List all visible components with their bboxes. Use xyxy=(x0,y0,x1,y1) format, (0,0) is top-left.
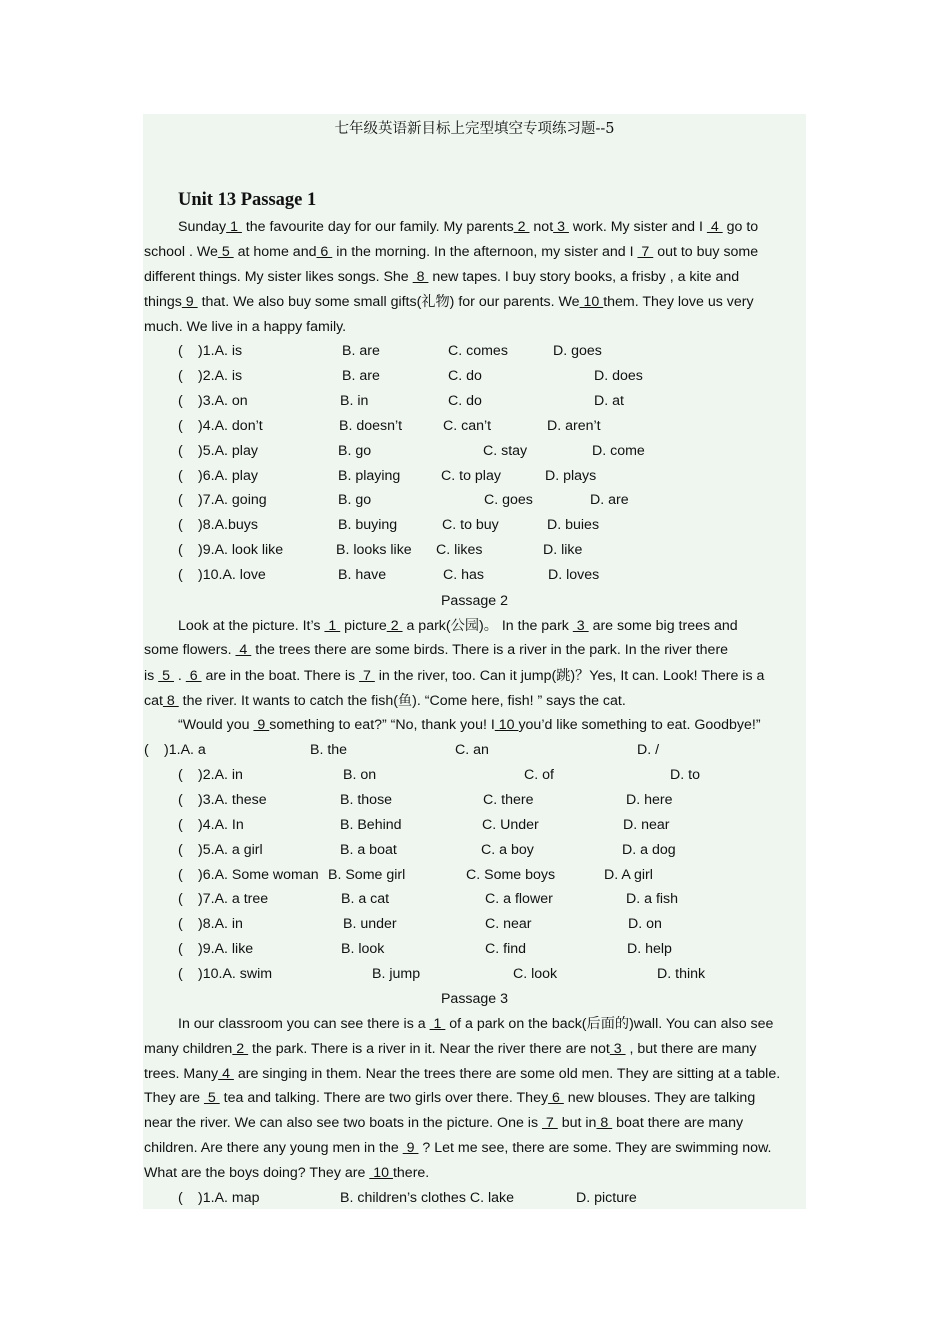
option-d[interactable]: D. a dog xyxy=(622,841,676,858)
option-a[interactable]: A. look like xyxy=(214,542,284,559)
answer-bracket[interactable]: ( xyxy=(178,542,183,559)
question-number: )1. xyxy=(198,343,215,359)
question-number: )9. xyxy=(198,542,215,559)
option-a[interactable]: A. like xyxy=(214,941,254,958)
option-c[interactable]: C. goes xyxy=(484,492,533,509)
question-number-and-option-a[interactable] xyxy=(198,763,243,788)
blank[interactable]: 9 xyxy=(181,294,198,310)
option-b[interactable]: B. go xyxy=(338,492,372,509)
answer-bracket[interactable]: ( xyxy=(178,1190,183,1206)
question-number-and-option-a[interactable] xyxy=(164,738,206,763)
blank[interactable]: 2 xyxy=(232,1041,249,1057)
option-b[interactable]: B. Behind xyxy=(340,816,402,833)
option-a[interactable]: A. swim xyxy=(222,966,273,983)
option-c[interactable]: C. look xyxy=(513,966,558,983)
passage3-line-4: They are 5 tea and talking. There are two girls over there. They 6 new blouses. They are talking xyxy=(144,1090,756,1106)
passage3-line xyxy=(143,1037,806,1062)
question-number: )8. xyxy=(198,517,215,534)
option-a[interactable]: A. In xyxy=(214,816,244,833)
blank[interactable]: 7 xyxy=(541,1115,558,1131)
question-number-and-option-a[interactable] xyxy=(198,813,244,838)
option-c[interactable]: C. to buy xyxy=(442,517,499,534)
passage1-line-1: Sunday 1 the favourite day for our family. My parents 2 not 3 work. My sister and I 4 go to xyxy=(178,219,759,235)
answer-bracket[interactable]: ( xyxy=(178,966,183,983)
option-d[interactable]: D. aren’t xyxy=(547,417,601,434)
option-d[interactable]: D. here xyxy=(626,791,673,808)
option-c[interactable]: C. stay xyxy=(483,442,528,459)
option-c[interactable]: C. Some boys xyxy=(466,866,556,883)
passage2-line xyxy=(143,614,806,639)
question-number-and-option-a[interactable] xyxy=(198,488,267,513)
blank[interactable]: 7 xyxy=(637,244,654,260)
passage1-line-3: different things. My sister likes songs. She 8 new tapes. I buy story books, a frisby , a kite and xyxy=(144,269,740,285)
question-number-and-option-a[interactable] xyxy=(198,912,243,937)
blank[interactable]: 6 xyxy=(548,1090,564,1106)
blank[interactable]: 5 xyxy=(158,668,174,684)
option-d[interactable]: D. on xyxy=(628,916,662,933)
question-number-and-option-a[interactable] xyxy=(198,414,263,439)
blank[interactable]: 2 xyxy=(513,219,530,235)
question-row xyxy=(143,937,806,962)
question-number-and-option-a[interactable] xyxy=(198,389,248,414)
blank[interactable]: 10 xyxy=(494,717,519,733)
question-row xyxy=(143,962,806,987)
option-d[interactable]: D. buies xyxy=(547,517,600,534)
answer-bracket[interactable]: ( xyxy=(178,343,183,359)
document-title: 七年级英语新目标上完型填空专项练习题--5 xyxy=(334,121,615,137)
passage1-line-2: school . We 5 at home and 6 in the morning. In the afternoon, my sister and I 7 out to buy some xyxy=(144,244,759,260)
blank[interactable]: 8 xyxy=(412,269,429,285)
question-number: )4. xyxy=(198,417,215,434)
option-a[interactable]: A. don’t xyxy=(214,417,263,434)
question-row xyxy=(143,788,806,813)
option-a[interactable]: A. map xyxy=(214,1190,260,1206)
question-number-and-option-a[interactable] xyxy=(198,513,258,538)
question-number: )7. xyxy=(198,891,215,908)
question-number-and-option-a[interactable] xyxy=(198,937,253,962)
question-number: )5. xyxy=(198,442,215,459)
option-b[interactable]: B. look xyxy=(341,941,385,958)
question-row xyxy=(143,813,806,838)
question-number-and-option-a[interactable] xyxy=(198,464,258,489)
blank[interactable]: 9 xyxy=(402,1140,419,1156)
option-b[interactable]: B. have xyxy=(338,567,387,584)
option-d[interactable]: D. picture xyxy=(576,1190,637,1206)
option-b[interactable]: B. on xyxy=(343,766,377,783)
answer-bracket[interactable]: ( xyxy=(178,367,183,384)
option-c[interactable]: C. a boy xyxy=(481,841,534,858)
question-row xyxy=(143,538,806,563)
option-d[interactable]: D. goes xyxy=(553,343,602,359)
question-number-and-option-a[interactable] xyxy=(198,863,319,888)
passage2-line xyxy=(143,713,806,738)
option-b[interactable]: B. the xyxy=(310,742,348,758)
passage1-line xyxy=(143,240,806,265)
passage1-line-5: much. We live in a happy family. xyxy=(144,319,347,335)
option-c[interactable]: C. there xyxy=(483,791,534,808)
question-row xyxy=(143,763,806,788)
passage2-line-2: some flowers. 4 the trees there are some birds. There is a river in the park. In the river there xyxy=(144,642,729,658)
answer-bracket[interactable]: ( xyxy=(178,941,183,958)
question-number-and-option-a[interactable] xyxy=(198,962,272,987)
option-b[interactable]: B. Some girl xyxy=(328,866,406,883)
blank[interactable]: 5 xyxy=(217,244,234,260)
passage3-line xyxy=(143,1111,806,1136)
blank[interactable]: 4 xyxy=(218,1066,234,1082)
answer-bracket[interactable]: ( xyxy=(178,392,183,409)
passage2-line xyxy=(143,664,806,689)
blank[interactable]: 4 xyxy=(706,219,723,235)
question-row xyxy=(143,414,806,439)
option-c[interactable]: C. do xyxy=(448,392,482,409)
question-row xyxy=(143,488,806,513)
option-b[interactable]: B. a boat xyxy=(340,841,397,858)
passage3-line xyxy=(143,1062,806,1087)
option-b[interactable]: B. a cat xyxy=(341,891,390,908)
question-number: )1. xyxy=(164,742,181,758)
blank[interactable]: 3 xyxy=(609,1041,626,1057)
blank[interactable]: 10 xyxy=(579,294,604,310)
blank[interactable]: 8 xyxy=(162,693,179,709)
question-number-and-option-a[interactable] xyxy=(198,339,242,364)
question-number: )9. xyxy=(198,941,215,958)
option-d[interactable]: D. are xyxy=(590,492,629,509)
option-a[interactable]: A. these xyxy=(214,791,267,808)
option-a[interactable]: A.buys xyxy=(214,517,258,534)
option-a[interactable]: A. love xyxy=(222,567,266,584)
question-number: )4. xyxy=(198,816,215,833)
question-row xyxy=(143,439,806,464)
option-c[interactable]: C. Under xyxy=(482,816,539,833)
answer-bracket[interactable]: ( xyxy=(178,791,183,808)
option-a[interactable]: A. Some woman xyxy=(214,866,319,883)
option-a[interactable]: A. going xyxy=(214,492,267,509)
answer-bracket[interactable]: ( xyxy=(178,891,183,908)
question-row xyxy=(143,1186,806,1211)
passage3-line xyxy=(143,1012,806,1037)
blank[interactable]: 2 xyxy=(386,618,403,634)
answer-bracket[interactable]: ( xyxy=(178,866,183,883)
passage3-line-2: many children 2 the park. There is a river in it. Near the river there are not 3 , but there are many xyxy=(144,1041,757,1057)
option-d[interactable]: D. think xyxy=(657,966,706,983)
question-row xyxy=(143,364,806,389)
option-d[interactable]: D. does xyxy=(594,367,643,384)
option-c[interactable]: C. near xyxy=(485,916,532,933)
option-d[interactable]: D. a fish xyxy=(626,891,679,908)
blank[interactable]: 10 xyxy=(369,1165,393,1181)
question-number: )10. xyxy=(198,966,223,983)
option-d[interactable]: D. like xyxy=(543,542,583,559)
answer-bracket[interactable]: ( xyxy=(178,417,183,434)
answer-bracket[interactable]: ( xyxy=(178,816,183,833)
option-b[interactable]: B. in xyxy=(340,392,369,409)
option-c[interactable]: C. to play xyxy=(441,467,501,484)
question-number-and-option-a[interactable] xyxy=(198,538,283,563)
passage3-line xyxy=(143,1161,806,1186)
option-d[interactable]: D. to xyxy=(670,766,700,783)
question-number-and-option-a[interactable] xyxy=(198,1186,260,1211)
passage1-line xyxy=(143,315,806,340)
blank[interactable]: 5 xyxy=(203,1090,220,1106)
blank[interactable]: 6 xyxy=(185,668,202,684)
blank[interactable]: 7 xyxy=(359,668,375,684)
passage3-line-6: children. Are there any young men in the 9 ? Let me see, there are some. They are swimming now. xyxy=(144,1140,772,1156)
answer-bracket[interactable]: ( xyxy=(178,916,183,933)
question-number: )3. xyxy=(198,392,215,409)
option-a[interactable]: A. play xyxy=(214,442,258,459)
option-d[interactable]: D. come xyxy=(592,442,645,459)
option-b[interactable]: B. are xyxy=(342,367,380,384)
question-row xyxy=(143,863,806,888)
passage1-line-4: things 9 that. We also buy some small gifts(礼物) for our parents. We 10 them. They love us very xyxy=(144,294,754,310)
option-a[interactable]: A. in xyxy=(214,916,243,933)
answer-bracket[interactable]: ( xyxy=(178,492,183,509)
blank[interactable]: 3 xyxy=(572,618,589,634)
passage2-line-3: is 5 . 6 are in the boat. There is 7 in the river, too. Can it jump(跳)？Yes, It can. Look! There is a xyxy=(144,668,765,684)
option-b[interactable]: B. playing xyxy=(338,467,401,484)
option-b[interactable]: B. children’s clothes C. lake xyxy=(340,1190,515,1206)
passage3-line-7: What are the boys doing? They are 10 there. xyxy=(144,1165,430,1181)
option-d[interactable]: D. loves xyxy=(548,567,600,584)
passage2-line xyxy=(143,689,806,714)
passage1-line xyxy=(143,265,806,290)
option-d[interactable]: D. A girl xyxy=(604,866,653,883)
passage2-heading: Passage 2 xyxy=(440,593,509,609)
question-row xyxy=(143,389,806,414)
option-c[interactable]: C. a flower xyxy=(485,891,553,908)
option-c[interactable]: C. an xyxy=(455,742,489,758)
blank[interactable]: 4 xyxy=(235,642,252,658)
question-number: )2. xyxy=(198,766,215,783)
blank[interactable]: 6 xyxy=(316,244,333,260)
question-number-and-option-a[interactable] xyxy=(198,563,266,588)
passage3-line-5: near the river. We can also see two boats in the picture. One is 7 but in 8 boat there are many xyxy=(144,1115,744,1131)
question-number: )1. xyxy=(198,1190,215,1206)
question-row xyxy=(143,838,806,863)
question-row xyxy=(143,563,806,588)
question-row xyxy=(143,513,806,538)
option-c[interactable]: C. comes xyxy=(448,343,508,359)
passage3-line xyxy=(143,1086,806,1111)
passage2-line-1: Look at the picture. It’s 1 picture 2 a park(公园)。 In the park 3 are some big trees and xyxy=(178,618,738,634)
question-row xyxy=(143,912,806,937)
option-d[interactable]: D. plays xyxy=(545,467,597,484)
worksheet-page xyxy=(143,114,806,1209)
answer-bracket[interactable]: ( xyxy=(178,841,183,858)
answer-bracket[interactable]: ( xyxy=(178,517,183,534)
option-b[interactable]: B. buying xyxy=(338,517,398,534)
option-c[interactable]: C. find xyxy=(485,941,527,958)
question-number: )8. xyxy=(198,916,215,933)
passage1-line xyxy=(143,215,806,240)
option-b[interactable]: B. looks like xyxy=(336,542,412,559)
question-number: )5. xyxy=(198,841,215,858)
option-b[interactable]: B. those xyxy=(340,791,393,808)
option-a[interactable]: A. a girl xyxy=(214,841,263,858)
question-number-and-option-a[interactable] xyxy=(198,887,268,912)
option-d[interactable]: D. near xyxy=(623,816,670,833)
question-number: )2. xyxy=(198,367,215,384)
question-row xyxy=(143,887,806,912)
passage3-line-1: In our classroom you can see there is a 1 of a park on the back(后面的)wall. You can also see xyxy=(178,1016,774,1032)
question-number-and-option-a[interactable] xyxy=(198,364,242,389)
question-number: )6. xyxy=(198,866,215,883)
answer-bracket[interactable]: ( xyxy=(178,467,183,484)
blank[interactable]: 1 xyxy=(429,1016,446,1032)
question-row xyxy=(143,339,806,364)
passage2-line-5: “Would you 9 something to eat?” “No, thank you! I 10 you’d like something to eat. Goodbye!” xyxy=(178,717,761,733)
option-a[interactable]: A. is xyxy=(214,343,243,359)
option-b[interactable]: B. doesn’t xyxy=(339,417,403,434)
passage3-line xyxy=(143,1136,806,1161)
question-number: )6. xyxy=(198,467,215,484)
question-row xyxy=(143,464,806,489)
option-a[interactable]: A. a tree xyxy=(214,891,269,908)
option-a[interactable]: A. on xyxy=(214,392,248,409)
option-c[interactable]: C. do xyxy=(448,367,482,384)
option-a[interactable]: A. a xyxy=(180,742,206,758)
option-d[interactable]: D. help xyxy=(627,941,672,958)
option-b[interactable]: B. go xyxy=(338,442,372,459)
question-row xyxy=(143,738,806,763)
passage2-line xyxy=(143,638,806,663)
option-c[interactable]: C. of xyxy=(524,766,554,783)
option-b[interactable]: B. jump xyxy=(372,966,421,983)
option-a[interactable]: A. is xyxy=(214,367,243,384)
option-c[interactable]: C. can’t xyxy=(443,417,492,434)
answer-bracket[interactable]: ( xyxy=(178,567,183,584)
option-b[interactable]: B. are xyxy=(342,343,380,359)
blank[interactable]: 1 xyxy=(226,219,242,235)
option-c[interactable]: C. has xyxy=(443,567,485,584)
passage2-line-4: cat 8 the river. It wants to catch the fish(鱼). “Come here, fish! ” says the cat. xyxy=(144,693,626,709)
option-d[interactable]: D. / xyxy=(637,742,660,758)
question-number-and-option-a[interactable] xyxy=(198,439,258,464)
blank[interactable]: 8 xyxy=(596,1115,613,1131)
passage3-line-3: trees. Many 4 are singing in them. Near the trees there are some old men. They are sitting at a table. xyxy=(144,1066,781,1082)
unit-title: Unit 13 Passage 1 xyxy=(178,190,317,210)
option-d[interactable]: D. at xyxy=(594,392,624,409)
answer-bracket[interactable]: ( xyxy=(178,442,183,459)
option-b[interactable]: B. under xyxy=(343,916,397,933)
blank[interactable]: 3 xyxy=(553,219,569,235)
option-a[interactable]: A. in xyxy=(214,766,243,783)
blank[interactable]: 1 xyxy=(324,618,341,634)
option-a[interactable]: A. play xyxy=(214,467,258,484)
blank[interactable]: 9 xyxy=(253,717,270,733)
answer-bracket[interactable]: ( xyxy=(144,742,149,758)
passage3-heading: Passage 3 xyxy=(440,991,509,1007)
question-number: )7. xyxy=(198,492,215,509)
option-c[interactable]: C. likes xyxy=(436,542,483,559)
question-number: )3. xyxy=(198,791,215,808)
question-number-and-option-a[interactable] xyxy=(198,788,267,813)
answer-bracket[interactable]: ( xyxy=(178,766,183,783)
passage1-line xyxy=(143,290,806,315)
question-number-and-option-a[interactable] xyxy=(198,838,263,863)
question-number: )10. xyxy=(198,567,223,584)
